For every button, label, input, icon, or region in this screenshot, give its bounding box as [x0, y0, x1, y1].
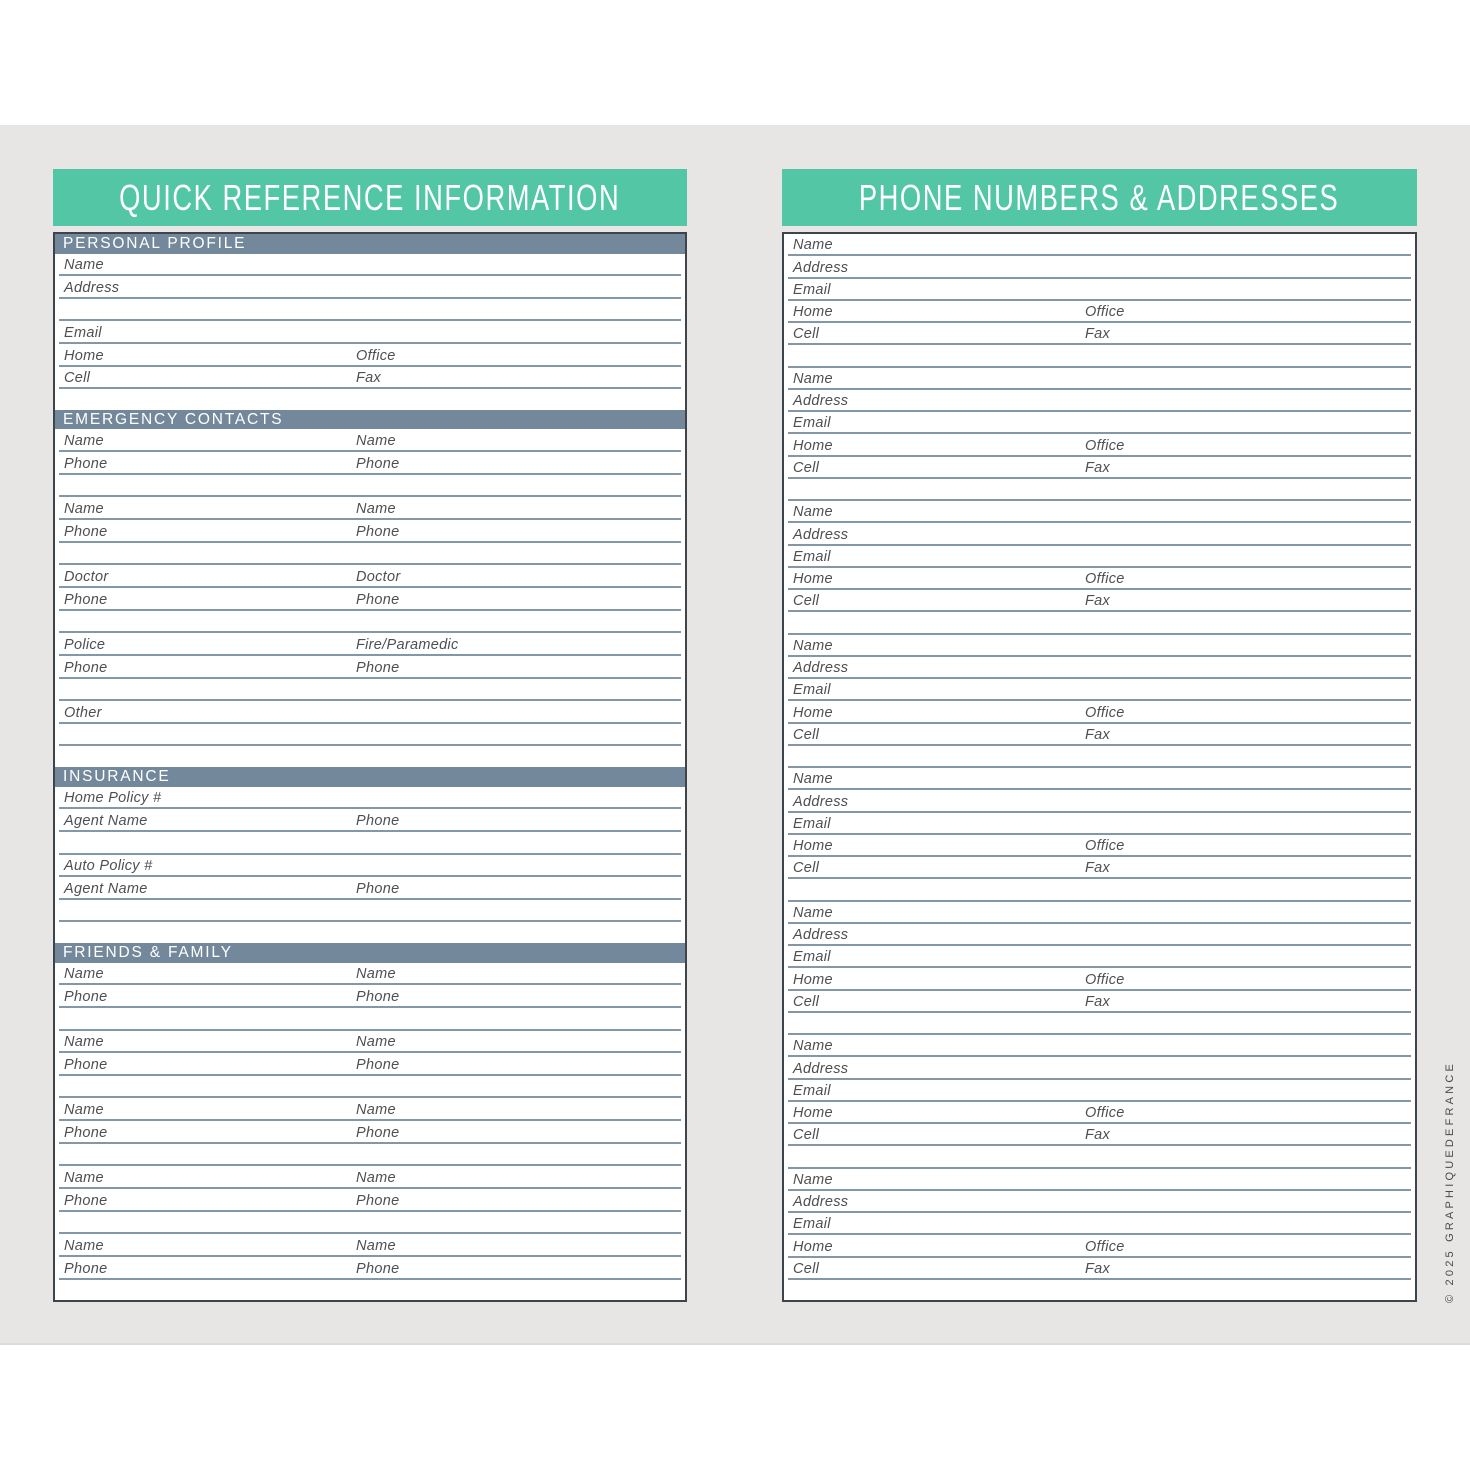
field-label: Phone	[356, 1124, 400, 1141]
field-label: Name	[356, 1034, 396, 1051]
field-label: Fire/Paramedic	[356, 636, 459, 653]
field-label: Name	[64, 1034, 104, 1051]
quick-reference-form	[53, 232, 687, 1302]
blank-write-in-line	[788, 879, 1411, 901]
field-label: Email	[793, 1082, 831, 1099]
blank-write-in-line	[59, 543, 681, 566]
field-label: Name	[793, 637, 833, 654]
section-heading: PERSONAL PROFILE	[55, 234, 685, 254]
field-label: Phone	[64, 455, 108, 472]
field-label: Office	[1085, 704, 1125, 721]
field-label: Name	[64, 1237, 104, 1254]
field-label: Home	[793, 437, 833, 454]
spacer-row	[59, 922, 681, 943]
form-row	[788, 1124, 1411, 1146]
spacer-row	[59, 389, 681, 410]
form-row	[59, 254, 681, 277]
field-label: Cell	[793, 1260, 820, 1277]
field-label: Cell	[793, 1127, 820, 1144]
field-label: Address	[64, 279, 120, 296]
field-label: Fax	[1085, 593, 1111, 610]
field-label: Name	[793, 771, 833, 788]
form-row	[59, 1234, 681, 1257]
blank-write-in-line	[59, 1144, 681, 1167]
field-label: Email	[793, 949, 831, 966]
blank-write-in-line	[59, 475, 681, 498]
blank-write-in-line	[788, 345, 1411, 367]
form-row	[788, 701, 1411, 723]
field-label: Office	[1085, 437, 1125, 454]
form-row	[59, 855, 681, 878]
field-label: Email	[793, 815, 831, 832]
field-label: Name	[793, 370, 833, 387]
field-label: Home	[793, 971, 833, 988]
blank-write-in-line	[59, 1212, 681, 1235]
form-row	[59, 367, 681, 390]
form-row	[788, 679, 1411, 701]
field-label: Address	[793, 259, 849, 276]
field-label: Fax	[1085, 993, 1111, 1010]
field-label: Office	[356, 347, 396, 364]
field-label: Phone	[356, 1192, 400, 1209]
field-label: Cell	[793, 993, 820, 1010]
field-label: Cell	[793, 593, 820, 610]
form-row	[59, 1098, 681, 1121]
field-label: Home	[64, 347, 104, 364]
field-label: Address	[793, 660, 849, 676]
field-label: Office	[1085, 838, 1125, 854]
form-row	[788, 724, 1411, 746]
form-row	[59, 1031, 681, 1054]
field-label: Name	[793, 1038, 833, 1055]
form-row	[788, 546, 1411, 568]
field-label: Cell	[793, 860, 820, 877]
field-label: Other	[64, 704, 102, 721]
blank-write-in-line	[788, 1013, 1411, 1035]
form-row	[59, 701, 681, 724]
field-label: Phone	[356, 812, 400, 829]
form-row	[788, 902, 1411, 924]
form-row	[788, 1080, 1411, 1102]
form-row	[59, 1166, 681, 1189]
field-label: Phone	[64, 1260, 108, 1277]
form-row	[788, 1102, 1411, 1124]
section-heading: EMERGENCY CONTACTS	[55, 410, 685, 430]
field-label: Home	[793, 1238, 833, 1255]
field-label: Email	[793, 415, 831, 432]
field-label: Email	[793, 1216, 831, 1233]
form-row	[59, 520, 681, 543]
field-label: Name	[64, 433, 104, 450]
form-row	[788, 368, 1411, 390]
field-label: Phone	[356, 659, 400, 676]
form-row	[788, 323, 1411, 345]
blank-write-in-line	[59, 724, 681, 747]
form-row	[788, 457, 1411, 479]
blank-write-in-line	[788, 746, 1411, 768]
field-label: Phone	[356, 1056, 400, 1073]
form-row	[788, 234, 1411, 256]
field-label: Phone	[64, 1056, 108, 1073]
field-label: Phone	[356, 880, 400, 897]
blank-write-in-line	[788, 1146, 1411, 1168]
field-label: Name	[64, 1102, 104, 1119]
field-label: Phone	[64, 659, 108, 676]
field-label: Office	[1085, 571, 1125, 587]
field-label: Fax	[1085, 1127, 1111, 1144]
blank-write-in-line	[788, 612, 1411, 634]
form-row	[788, 857, 1411, 879]
field-label: Home	[793, 838, 833, 854]
form-row	[59, 1189, 681, 1212]
form-row	[788, 991, 1411, 1013]
form-row	[788, 968, 1411, 990]
field-label: Name	[64, 966, 104, 983]
field-label: Office	[1085, 971, 1125, 988]
form-row	[59, 497, 681, 520]
form-row	[59, 963, 681, 986]
form-row	[788, 790, 1411, 812]
form-row	[788, 946, 1411, 968]
phone-addresses-title-bar	[782, 169, 1417, 226]
form-row	[788, 1235, 1411, 1257]
field-label: Doctor	[64, 568, 109, 585]
field-label: Office	[1085, 304, 1125, 320]
phone-addresses-form	[782, 232, 1417, 1302]
blank-write-in-line	[59, 299, 681, 322]
form-row	[788, 412, 1411, 434]
field-label: Name	[356, 966, 396, 983]
form-row	[59, 1257, 681, 1280]
field-label: Home	[793, 704, 833, 721]
copyright-vertical-text: © 2025 GRAPHIQUEDEFRANCE	[1444, 1060, 1456, 1303]
field-label: Phone	[64, 591, 108, 608]
form-row	[59, 1121, 681, 1144]
field-label: Name	[356, 1237, 396, 1254]
field-label: Phone	[64, 988, 108, 1005]
field-label: Address	[793, 526, 849, 543]
field-label: Home	[793, 304, 833, 320]
field-label: Address	[793, 393, 849, 409]
field-label: Email	[793, 281, 831, 298]
field-label: Email	[793, 682, 831, 699]
field-label: Home	[793, 571, 833, 587]
quick-reference-title-bar	[53, 169, 687, 226]
field-label: Email	[793, 548, 831, 565]
form-row	[788, 1258, 1411, 1280]
field-label: Phone	[356, 523, 400, 540]
form-row	[59, 565, 681, 588]
form-row	[788, 501, 1411, 523]
field-label: Cell	[64, 370, 91, 387]
form-row	[788, 813, 1411, 835]
spacer-row	[59, 1280, 681, 1301]
blank-write-in-line	[59, 1008, 681, 1031]
blank-write-in-line	[59, 679, 681, 702]
form-row	[59, 429, 681, 452]
field-label: Address	[793, 927, 849, 943]
field-label: Phone	[64, 1192, 108, 1209]
form-row	[59, 452, 681, 475]
field-label: Phone	[64, 1124, 108, 1141]
field-label: Cell	[793, 459, 820, 476]
form-row	[788, 390, 1411, 412]
field-label: Name	[356, 1102, 396, 1119]
field-label: Auto Policy #	[64, 858, 153, 875]
form-row	[788, 1035, 1411, 1057]
phone-addresses-panel	[782, 169, 1417, 1302]
field-label: Name	[64, 1169, 104, 1186]
form-row	[788, 434, 1411, 456]
field-label: Fax	[356, 370, 382, 387]
field-label: Name	[64, 257, 104, 274]
form-row	[59, 321, 681, 344]
field-label: Address	[793, 793, 849, 810]
field-label: Name	[356, 433, 396, 450]
form-row	[788, 1169, 1411, 1191]
form-row	[59, 344, 681, 367]
field-label: Name	[793, 504, 833, 521]
blank-write-in-line	[59, 611, 681, 634]
form-row	[59, 809, 681, 832]
field-label: Fax	[1085, 459, 1111, 476]
blank-write-in-line	[788, 479, 1411, 501]
field-label: Fax	[1085, 1260, 1111, 1277]
form-row	[788, 768, 1411, 790]
section-heading: FRIENDS & FAMILY	[55, 943, 685, 963]
form-row	[788, 301, 1411, 323]
field-label: Name	[64, 501, 104, 518]
spacer-row	[788, 1280, 1411, 1300]
field-label: Name	[356, 501, 396, 518]
field-label: Cell	[793, 726, 820, 743]
phone-addresses-title: PHONE NUMBERS & ADDRESSES	[859, 176, 1340, 218]
field-label: Fax	[1085, 726, 1111, 743]
form-row	[788, 635, 1411, 657]
field-label: Fax	[1085, 860, 1111, 877]
field-label: Name	[793, 1171, 833, 1188]
field-label: Agent Name	[64, 880, 148, 897]
form-row	[788, 1213, 1411, 1235]
field-label: Phone	[356, 455, 400, 472]
field-label: Cell	[793, 326, 820, 343]
form-row	[788, 279, 1411, 301]
field-label: Phone	[356, 988, 400, 1005]
field-label: Office	[1085, 1105, 1125, 1121]
field-label: Agent Name	[64, 812, 148, 829]
form-row	[59, 985, 681, 1008]
field-label: Address	[793, 1194, 849, 1210]
form-row	[788, 657, 1411, 679]
form-row	[788, 523, 1411, 545]
form-row	[788, 590, 1411, 612]
section-heading: INSURANCE	[55, 767, 685, 787]
field-label: Office	[1085, 1238, 1125, 1255]
blank-write-in-line	[59, 832, 681, 855]
blank-write-in-line	[59, 1076, 681, 1099]
field-label: Home Policy #	[64, 790, 162, 807]
form-row	[59, 633, 681, 656]
field-label: Police	[64, 636, 106, 653]
field-label: Name	[793, 904, 833, 921]
form-row	[788, 924, 1411, 946]
form-row	[59, 656, 681, 679]
form-row	[788, 1191, 1411, 1213]
field-label: Phone	[356, 591, 400, 608]
form-row	[59, 877, 681, 900]
field-label: Address	[793, 1060, 849, 1077]
form-row	[59, 588, 681, 611]
quick-reference-title: QUICK REFERENCE INFORMATION	[119, 176, 621, 218]
form-row	[59, 787, 681, 810]
field-label: Phone	[64, 523, 108, 540]
field-label: Fax	[1085, 326, 1111, 343]
field-label: Name	[793, 237, 833, 254]
field-label: Phone	[356, 1260, 400, 1277]
field-label: Name	[356, 1169, 396, 1186]
form-row	[59, 276, 681, 299]
field-label: Doctor	[356, 568, 401, 585]
form-row	[788, 256, 1411, 278]
quick-reference-panel	[53, 169, 687, 1302]
form-row	[59, 1053, 681, 1076]
spacer-row	[59, 746, 681, 767]
field-label: Email	[64, 325, 102, 342]
form-row	[788, 835, 1411, 857]
form-row	[788, 1057, 1411, 1079]
form-row	[788, 568, 1411, 590]
field-label: Home	[793, 1105, 833, 1121]
blank-write-in-line	[59, 900, 681, 923]
